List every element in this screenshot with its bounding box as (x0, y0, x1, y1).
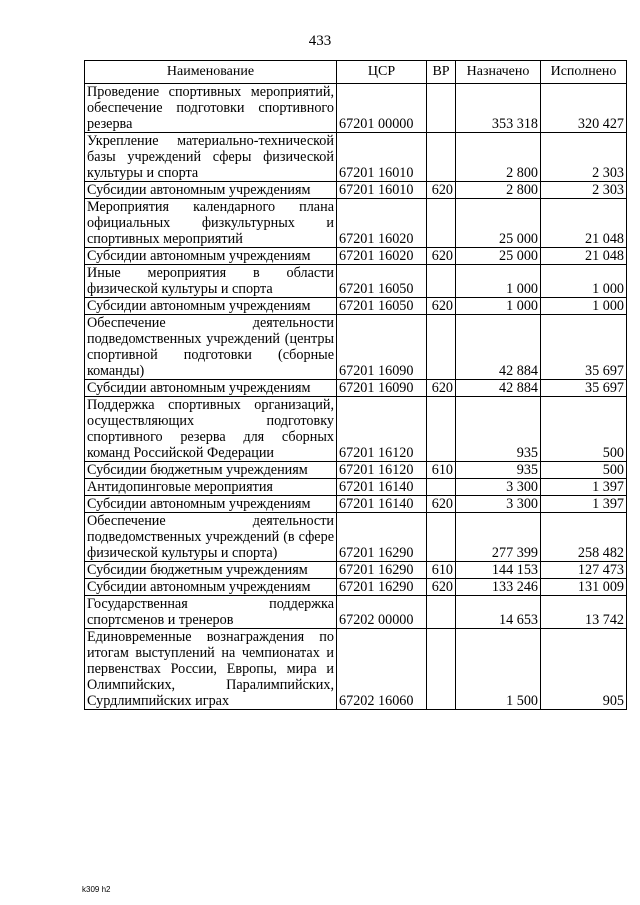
row-vr (427, 397, 456, 462)
row-name: Проведение спортивных мероприятий, обеспечение подготовки спортивного резерва (85, 84, 337, 133)
row-assigned: 2 800 (456, 182, 541, 199)
row-assigned: 1 500 (456, 629, 541, 710)
row-assigned: 14 653 (456, 596, 541, 629)
header-name: Наименование (85, 61, 337, 84)
table-row (85, 182, 627, 199)
footer-code: k309 h2 (82, 885, 111, 894)
row-vr (427, 315, 456, 380)
row-name: Субсидии автономным учреждениям (85, 380, 337, 397)
row-vr (427, 133, 456, 182)
row-executed: 21 048 (541, 248, 627, 265)
table-row (85, 479, 627, 496)
row-executed: 500 (541, 462, 627, 479)
row-executed: 1 397 (541, 479, 627, 496)
row-csr: 67201 00000 (337, 84, 427, 133)
row-executed: 35 697 (541, 315, 627, 380)
row-executed: 320 427 (541, 84, 627, 133)
table-row (85, 462, 627, 479)
row-assigned: 25 000 (456, 199, 541, 248)
row-csr: 67201 16290 (337, 513, 427, 562)
row-csr: 67201 16290 (337, 562, 427, 579)
row-executed: 2 303 (541, 182, 627, 199)
row-name: Единовременные вознаграждения по итогам выступлений на чемпионатах и первенствах России, Европы, мира и Олимпийских, Паралимпийских, Сурдлимпийских играх (85, 629, 337, 710)
table-row (85, 199, 627, 248)
row-csr: 67201 16090 (337, 380, 427, 397)
row-assigned: 25 000 (456, 248, 541, 265)
row-executed: 905 (541, 629, 627, 710)
row-vr: 620 (427, 248, 456, 265)
table-row (85, 496, 627, 513)
table-header-row (85, 61, 627, 84)
row-csr: 67201 16010 (337, 182, 427, 199)
row-name: Субсидии автономным учреждениям (85, 182, 337, 199)
row-executed: 21 048 (541, 199, 627, 248)
row-executed: 1 000 (541, 265, 627, 298)
table-row (85, 315, 627, 380)
row-vr: 610 (427, 562, 456, 579)
row-name: Субсидии бюджетным учреждениям (85, 562, 337, 579)
row-executed: 500 (541, 397, 627, 462)
row-name: Мероприятия календарного плана официальных физкультурных и спортивных мероприятий (85, 199, 337, 248)
row-assigned: 935 (456, 462, 541, 479)
row-name: Обеспечение деятельности подведомственных учреждений (в сфере физической культуры и спорта) (85, 513, 337, 562)
table-body (85, 84, 627, 710)
row-name: Антидопинговые мероприятия (85, 479, 337, 496)
row-assigned: 42 884 (456, 380, 541, 397)
row-assigned: 1 000 (456, 265, 541, 298)
row-executed: 127 473 (541, 562, 627, 579)
row-assigned: 2 800 (456, 133, 541, 182)
row-assigned: 277 399 (456, 513, 541, 562)
row-csr: 67201 16090 (337, 315, 427, 380)
row-executed: 1 397 (541, 496, 627, 513)
row-vr (427, 265, 456, 298)
row-csr: 67201 16290 (337, 579, 427, 596)
row-name: Субсидии автономным учреждениям (85, 298, 337, 315)
table-row (85, 629, 627, 710)
row-vr (427, 596, 456, 629)
row-vr: 620 (427, 298, 456, 315)
row-name: Поддержка спортивных организаций, осуществляющих подготовку спортивного резерва для сборных команд Российской Федерации (85, 397, 337, 462)
row-assigned: 42 884 (456, 315, 541, 380)
row-name: Субсидии автономным учреждениям (85, 579, 337, 596)
row-executed: 2 303 (541, 133, 627, 182)
row-vr (427, 199, 456, 248)
row-csr: 67202 00000 (337, 596, 427, 629)
row-name: Субсидии автономным учреждениям (85, 248, 337, 265)
header-csr: ЦСР (337, 61, 427, 84)
table-row (85, 84, 627, 133)
row-executed: 1 000 (541, 298, 627, 315)
row-name: Субсидии бюджетным учреждениям (85, 462, 337, 479)
row-assigned: 1 000 (456, 298, 541, 315)
row-assigned: 133 246 (456, 579, 541, 596)
row-csr: 67201 16010 (337, 133, 427, 182)
budget-table (84, 60, 627, 710)
row-name: Субсидии автономным учреждениям (85, 496, 337, 513)
header-executed: Исполнено (541, 61, 627, 84)
row-csr: 67201 16050 (337, 265, 427, 298)
row-vr: 620 (427, 496, 456, 513)
table-row (85, 579, 627, 596)
row-vr: 620 (427, 182, 456, 199)
row-name: Обеспечение деятельности подведомственных учреждений (центры спортивной подготовки (сборные команды) (85, 315, 337, 380)
row-csr: 67201 16120 (337, 462, 427, 479)
table-row (85, 380, 627, 397)
row-csr: 67202 16060 (337, 629, 427, 710)
header-assigned: Назначено (456, 61, 541, 84)
row-name: Иные мероприятия в области физической культуры и спорта (85, 265, 337, 298)
row-csr: 67201 16140 (337, 496, 427, 513)
table-row (85, 397, 627, 462)
row-executed: 258 482 (541, 513, 627, 562)
row-vr: 610 (427, 462, 456, 479)
row-csr: 67201 16120 (337, 397, 427, 462)
table-row (85, 265, 627, 298)
table-row (85, 562, 627, 579)
page-number: 433 (308, 33, 332, 49)
row-vr: 620 (427, 380, 456, 397)
row-csr: 67201 16020 (337, 248, 427, 265)
row-vr (427, 479, 456, 496)
row-executed: 131 009 (541, 579, 627, 596)
table-row (85, 133, 627, 182)
row-assigned: 353 318 (456, 84, 541, 133)
row-assigned: 144 153 (456, 562, 541, 579)
row-csr: 67201 16020 (337, 199, 427, 248)
row-csr: 67201 16050 (337, 298, 427, 315)
row-csr: 67201 16140 (337, 479, 427, 496)
row-executed: 13 742 (541, 596, 627, 629)
row-vr (427, 629, 456, 710)
row-vr (427, 513, 456, 562)
row-name: Укрепление материально-технической базы учреждений сферы физической культуры и спорта (85, 133, 337, 182)
row-assigned: 3 300 (456, 479, 541, 496)
row-vr (427, 84, 456, 133)
row-vr: 620 (427, 579, 456, 596)
row-assigned: 935 (456, 397, 541, 462)
row-name: Государственная поддержка спортсменов и тренеров (85, 596, 337, 629)
table-row (85, 298, 627, 315)
table-row (85, 248, 627, 265)
row-executed: 35 697 (541, 380, 627, 397)
header-vr: ВР (427, 61, 456, 84)
table-row (85, 596, 627, 629)
row-assigned: 3 300 (456, 496, 541, 513)
table-row (85, 513, 627, 562)
